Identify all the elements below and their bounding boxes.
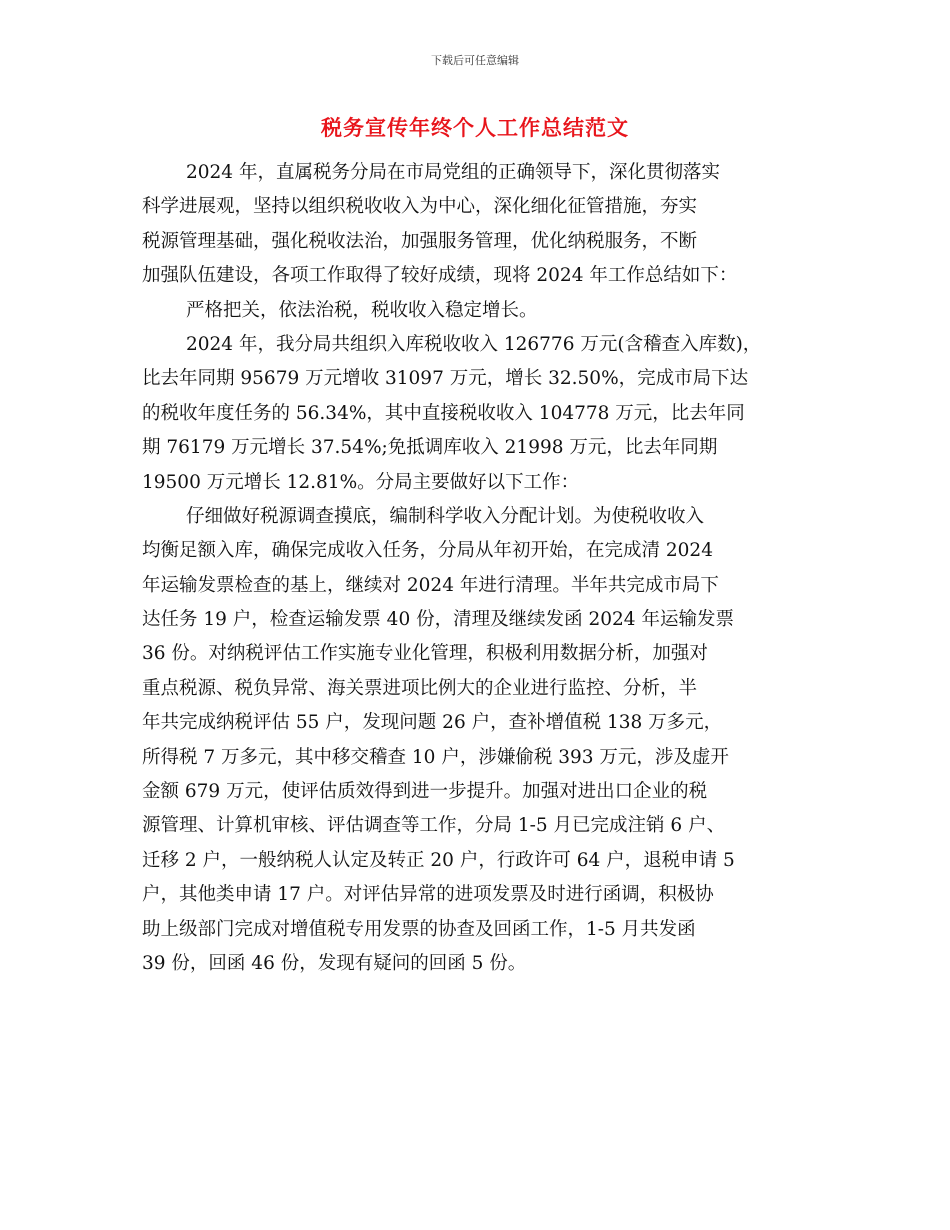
text-line: 源管理、计算机审核、评估调查等工作，分局 1-5 月已完成注销 6 户、 (142, 815, 726, 837)
text-line: 科学进展观，坚持以组织税收收入为中心，深化细化征管措施，夯实 (142, 196, 698, 218)
text-line: 19500 万元增长 12.81%。分局主要做好以下工作： (142, 471, 580, 493)
text-line: 的税收年度任务的 56.34%，其中直接税收收入 104778 万元，比去年同 (142, 402, 745, 424)
paragraph (142, 156, 812, 294)
page-title: 税务宣传年终个人工作总结范文 (321, 116, 629, 140)
text-line: 仔细做好税源调查摸底，编制科学收入分配计划。为使税收收入 (186, 505, 705, 527)
text-line: 严格把关，依法治税，税收收入稳定增长。 (186, 299, 538, 321)
document-body (142, 156, 812, 981)
text-line: 所得税 7 万多元，其中移交稽查 10 户，涉嫌偷税 393 万元，涉及虚开 (142, 746, 729, 768)
text-line: 重点税源、税负异常、海关票进项比例大的企业进行监控、分析，半 (142, 677, 698, 699)
text-line: 2024 年，我分局共组织入库税收收入 126776 万元(含稽查入库数)， (186, 333, 762, 355)
text-line: 均衡足额入库，确保完成收入任务，分局从年初开始，在完成清 2024 (142, 540, 713, 562)
text-line: 比去年同期 95679 万元增收 31097 万元，增长 32.50%，完成市局下达 (142, 368, 749, 390)
text-line: 户，其他类申请 17 户。对评估异常的进项发票及时进行函调，积极协 (142, 884, 714, 906)
text-line: 加强队伍建设，各项工作取得了较好成绩，现将 2024 年工作总结如下： (142, 265, 738, 287)
text-line: 期 76179 万元增长 37.54%;免抵调库收入 21998 万元，比去年同期 (142, 437, 718, 459)
text-line: 年运输发票检查的基上，继续对 2024 年进行清理。半年共完成市局下 (142, 574, 719, 596)
paragraph (142, 328, 812, 500)
text-line: 39 份，回函 46 份，发现有疑问的回函 5 份。 (142, 952, 527, 974)
paragraph (142, 500, 812, 981)
text-line: 达任务 19 户，检查运输发票 40 份，清理及继续发函 2024 年运输发票 (142, 609, 734, 631)
text-line: 税源管理基础，强化税收法治，加强服务管理，优化纳税服务，不断 (142, 230, 698, 252)
text-line: 迁移 2 户，一般纳税人认定及转正 20 户，行政许可 64 户，退税申请 5 (142, 849, 735, 871)
text-line: 年共完成纳税评估 55 户，发现问题 26 户，查补增值税 138 万多元， (142, 712, 723, 734)
header-note: 下载后可任意编辑 (431, 54, 519, 67)
text-line: 36 份。对纳税评估工作实施专业化管理，积极利用数据分析，加强对 (142, 643, 708, 665)
text-line: 2024 年，直属税务分局在市局党组的正确领导下，深化贯彻落实 (186, 162, 720, 183)
text-line: 金额 679 万元，使评估质效得到进一步提升。加强对进出口企业的税 (142, 781, 708, 803)
text-line: 助上级部门完成对增值税专用发票的协查及回函工作，1-5 月共发函 (142, 918, 696, 940)
paragraph (142, 294, 812, 328)
